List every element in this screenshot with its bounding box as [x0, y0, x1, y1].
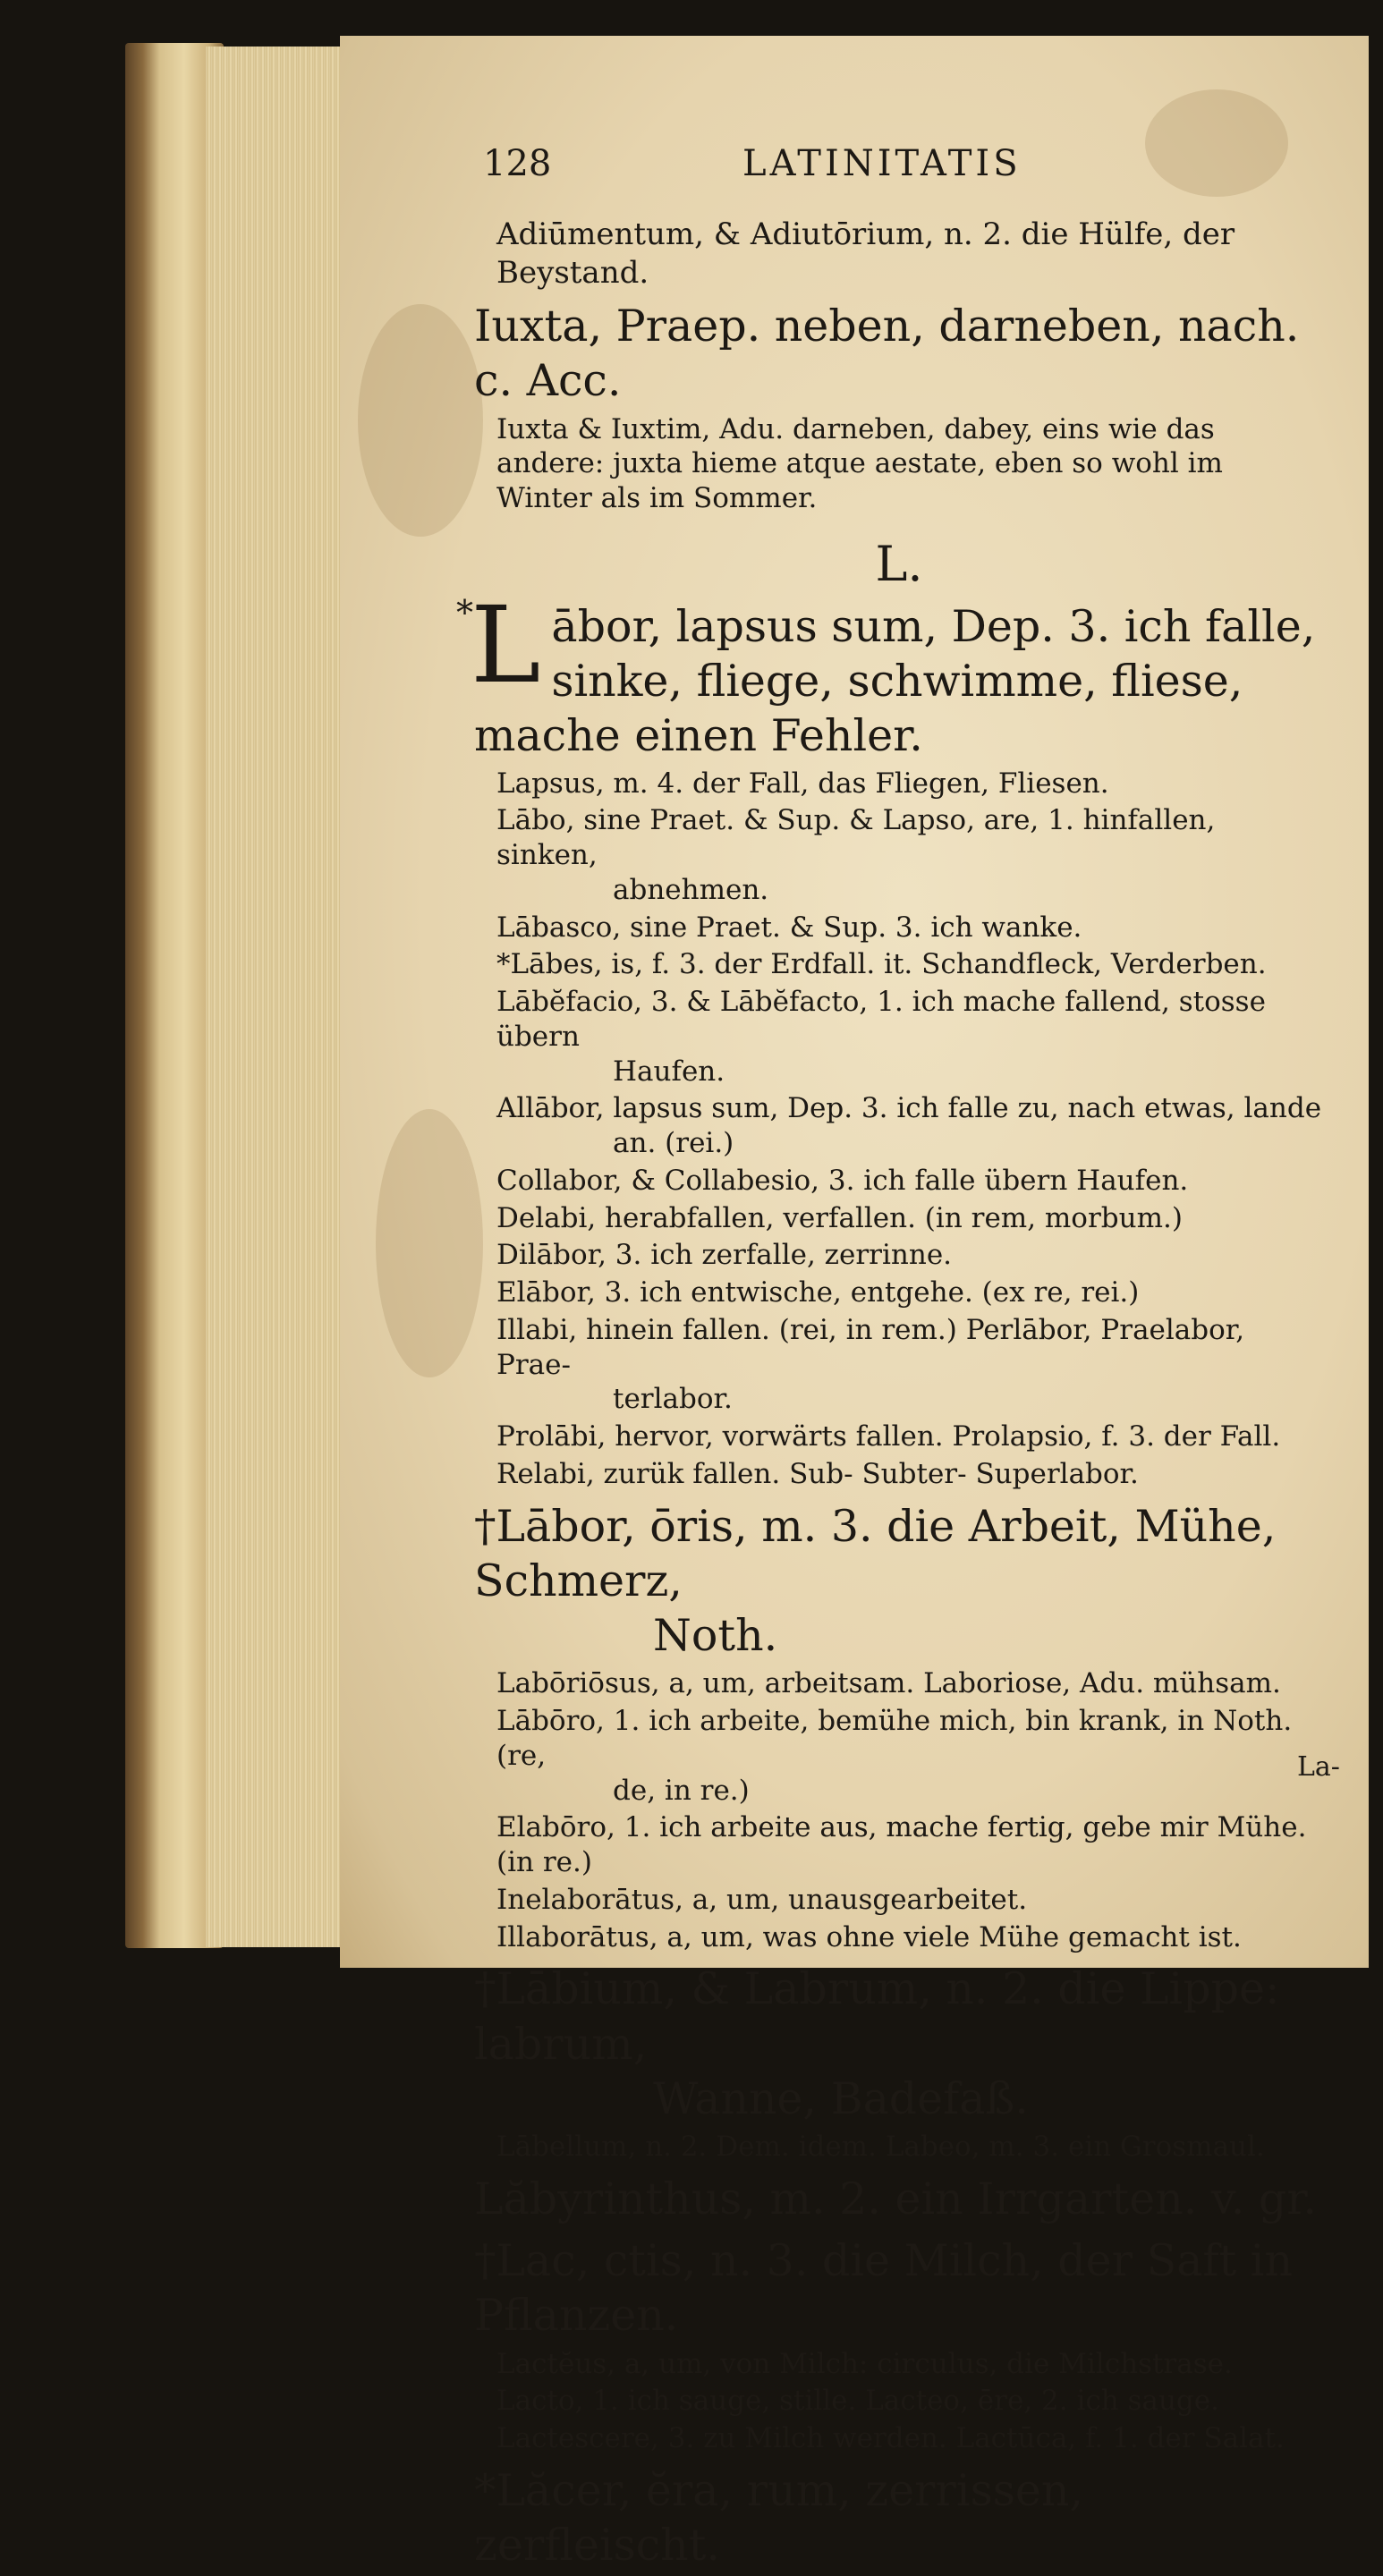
entry-iuxtim: Iuxta & Iuxtim, Adu. darneben, dabey, eins wie das andere: juxta hieme atque aestate, eben so wohl im Winter als im Sommer. — [496, 412, 1223, 514]
entry-continuation-line: de, in re.) — [613, 1774, 750, 1807]
entry-line: Labōriōsus, a, um, arbeitsam. Laboriose, Adu. mühsam. — [496, 1667, 1281, 1700]
entry-continuation-line: Wanne, Badefaß. — [653, 2072, 1029, 2124]
entry-iuxta: Iuxta, Praep. neben, darneben, nach. c. Acc. — [474, 301, 1300, 407]
entry-continuation-line: Haufen. — [613, 1055, 725, 1088]
entry-continuation-line: terlabor. — [613, 1383, 733, 1416]
paper-stain — [358, 304, 483, 537]
entry-line: †Lābium, & Labrum, n. 2. die Lippe: labrum, — [474, 1963, 1280, 2070]
entry-line: Inelaborātus, a, um, unausgearbeitet. — [496, 1883, 1028, 1916]
entry-line: Delabi, herabfallen, verfallen. (in rem, morbum.) — [496, 1201, 1183, 1234]
entry-line: Lapsus, m. 4. der Fall, das Fliegen, Fliesen. — [496, 767, 1109, 800]
entry-line: *Lābes, is, f. 3. der Erdfall. it. Schandfleck, Verderben. — [496, 948, 1267, 981]
dictionary-entry — [496, 1238, 1324, 1273]
dictionary-entry — [496, 2130, 1324, 2165]
entry-line: Lābĕfacio, 3. & Lābĕfacto, 1. ich mache fallend, stosse übern — [496, 986, 1266, 1053]
entry-line: Elabōro, 1. ich arbeite aus, mache fertig, gebe mir Mühe. (in re.) — [496, 1811, 1307, 1878]
dictionary-entry — [496, 947, 1324, 982]
dictionary-entry — [496, 1704, 1324, 1808]
entry-continuation-line: an. (rei.) — [613, 1127, 734, 1159]
entry-line: Lābellum, n. 2. Dem. idem. Labeo, m. 3. ein Grosmaul. — [496, 2131, 1265, 2163]
entry-line: Collabor, & Collabesio, 3. ich falle übern Haufen. — [496, 1164, 1189, 1197]
dictionary-entry — [496, 1883, 1324, 1918]
entry-line: Allābor, lapsus sum, Dep. 3. ich falle zu, nach etwas, lande — [496, 1092, 1322, 1125]
entry-line: Dilābor, 3. ich zerfalle, zerrinne. — [496, 1239, 953, 1272]
section-letter: L. — [875, 535, 923, 592]
dictionary-entry — [474, 1962, 1324, 2126]
page-number: 128 — [483, 143, 552, 184]
dictionary-entry — [496, 1920, 1324, 1955]
dictionary-entry — [496, 767, 1324, 801]
paper-stain — [376, 1109, 483, 1377]
entry-line: Lābōro, 1. ich arbeite, bemühe mich, bin krank, in Noth. (re, — [496, 1705, 1293, 1772]
entry-line: Illaborātus, a, um, was ohne viele Mühe gemacht ist. — [496, 1920, 1242, 1953]
entry-adiumentum: Adiūmentum, & Adiutōrium, n. 2. die Hülfe, der Beystand. — [496, 216, 1235, 291]
dictionary-entry — [496, 1313, 1324, 1417]
dictionary-entry — [496, 1457, 1324, 1492]
entry-line: Lactĕus, a, um, von Milch: circulus, die Milchstrase. — [496, 2347, 1233, 2380]
entry-line: Lacto, 1. ich sauge, stille. Lacteo, ēre, 2. ich sauge. — [496, 2385, 1219, 2418]
dictionary-entry — [474, 2463, 1324, 2573]
entry-line: Lābo, sine Praet. & Sup. & Lapso, are, 1. hinfallen, sinken, — [496, 804, 1216, 871]
dictionary-entry — [496, 1810, 1324, 1880]
entry-line: †Lābor, ōris, m. 3. die Arbeit, Mühe, Schmerz, — [474, 1500, 1277, 1606]
entry-line: Lābasco, sine Praet. & Sup. 3. ich wanke. — [496, 911, 1082, 944]
entry-labor-lapsus — [456, 582, 1324, 764]
asterisk-mark: * — [456, 592, 473, 632]
entry-line: *Lăcer, ĕra, rum, zerrissen, zerfleischt. — [474, 2464, 1084, 2571]
running-title: LATINITATIS — [742, 143, 1022, 184]
catchword: La- — [1297, 1751, 1340, 1783]
dictionary-entry — [496, 1419, 1324, 1454]
entry-line: Elābor, 3. ich entwische, entgehe. (ex re, rei.) — [496, 1276, 1140, 1309]
dictionary-entry — [496, 1275, 1324, 1310]
entry-continuation-line: abnehmen. — [613, 873, 769, 906]
dictionary-entry — [496, 1666, 1324, 1701]
entry-continuation-line: Noth. — [653, 1610, 778, 1661]
dictionary-entry — [474, 2233, 1324, 2343]
page-stack — [206, 47, 349, 1947]
dictionary-entry — [496, 1091, 1324, 1161]
dictionary-entry — [496, 2384, 1324, 2419]
dictionary-entry — [474, 1499, 1324, 1664]
dictionary-entry — [496, 803, 1324, 907]
dictionary-entries — [474, 767, 1324, 2573]
entry-line: Illabi, hinein fallen. (rei, in rem.) Perlābor, Praelabor, Prae- — [496, 1313, 1245, 1381]
entry-line: Lăbyrinthus, m. 2. ein Irrgarten. v. gr. — [474, 2173, 1317, 2224]
book-page — [340, 36, 1369, 2571]
dictionary-entry — [496, 1164, 1324, 1199]
dictionary-entry — [496, 1201, 1324, 1236]
page-body — [456, 210, 1324, 2576]
dictionary-entry — [496, 911, 1324, 945]
entry-line: Relabi, zurük fallen. Sub- Subter- Superlabor. — [496, 1457, 1139, 1490]
drop-cap: L — [471, 582, 541, 707]
entry-line: Prolābi, hervor, vorwärts fallen. Prolapsio, f. 3. der Fall. — [496, 1420, 1281, 1453]
entry-line: Lactescere, 3. zu Milch werden. Lactūca, f. 1. der Salat. — [496, 2422, 1285, 2454]
dictionary-entry — [496, 985, 1324, 1089]
entry-text: ābor, lapsus sum, Dep. 3. ich falle, sinke, fliege, schwimme, fliese, mache einen Fehler. — [474, 600, 1316, 762]
page-header — [483, 143, 1288, 197]
dictionary-entry — [474, 2172, 1324, 2226]
entry-line: †Lac, ctis, n. 3. die Milch, der Saft in Pflanzen. — [474, 2235, 1294, 2342]
dictionary-entry — [496, 2421, 1324, 2456]
dictionary-entry — [496, 2347, 1324, 2382]
